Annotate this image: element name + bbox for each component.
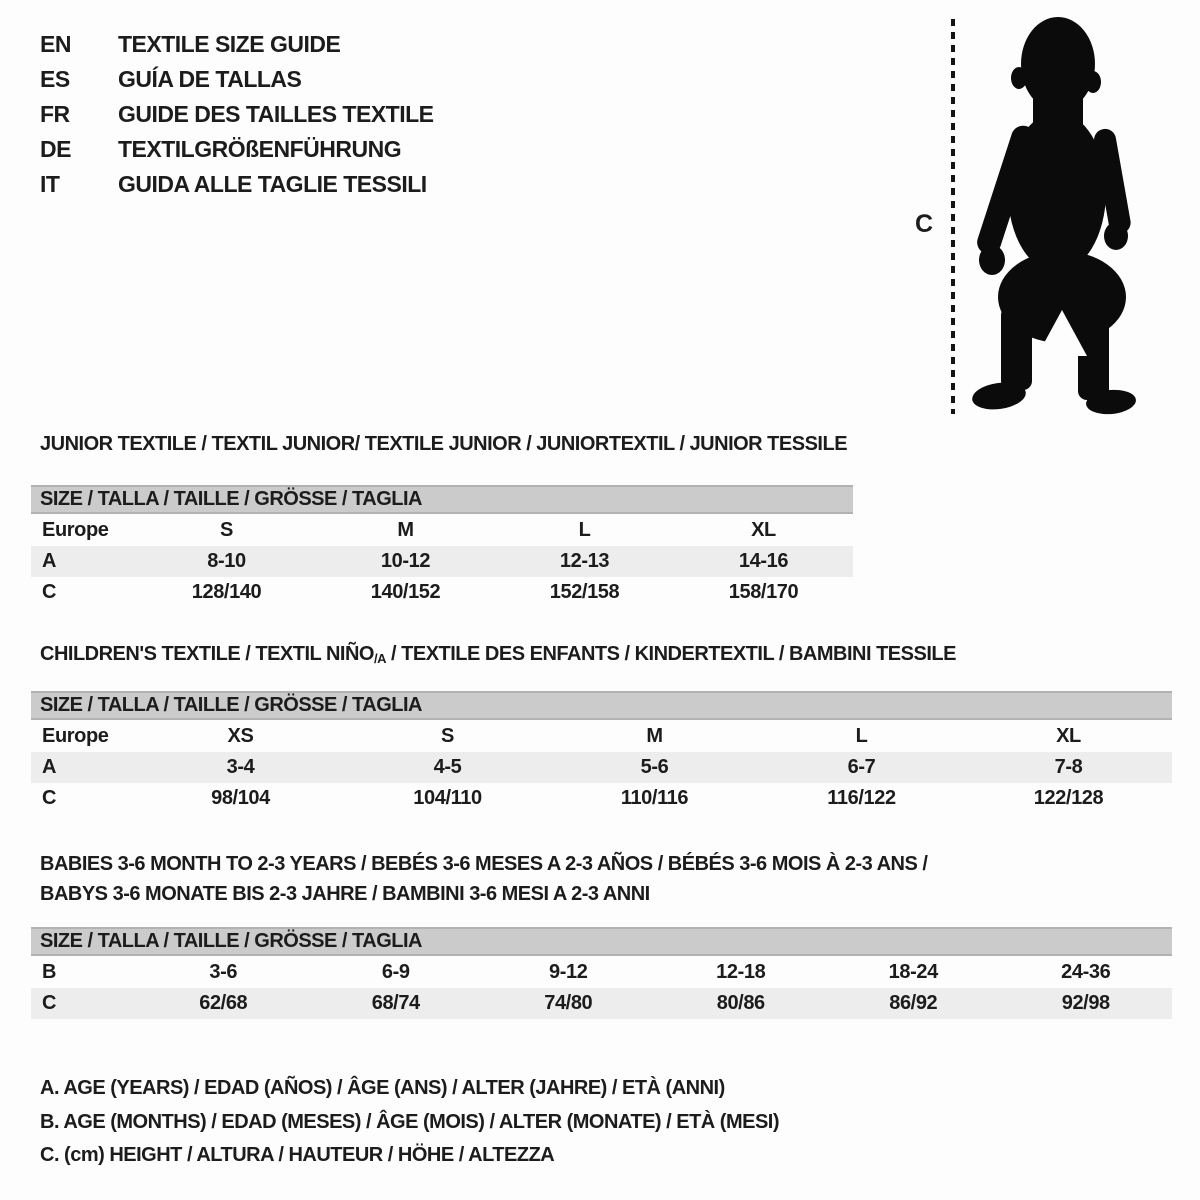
- size-cell: 5-6: [640, 756, 669, 778]
- size-cell: 62/68: [199, 992, 248, 1014]
- language-row-en: [40, 27, 434, 62]
- size-cell: 68/74: [371, 992, 420, 1014]
- size-cell: 8-10: [207, 550, 246, 572]
- table-row: [31, 515, 853, 546]
- language-label: TEXTILE SIZE GUIDE: [118, 31, 341, 57]
- footnotes-block: [40, 1072, 779, 1173]
- language-row-es: [40, 62, 434, 97]
- children-size-bar: SIZE / TALLA / TAILLE / GRÖSSE / TAGLIA: [31, 691, 1172, 720]
- language-code: FR: [40, 101, 70, 127]
- size-cell: 104/110: [413, 787, 482, 809]
- size-cell: 14-16: [738, 550, 789, 572]
- size-cell: 122/128: [1033, 787, 1104, 809]
- babies-title-line2: BABYS 3-6 MONATE BIS 2-3 JAHRE / BAMBINI 3-6 MESI A 2-3 ANNI: [40, 883, 650, 905]
- size-cell: 3-4: [226, 756, 255, 778]
- language-row-fr: [40, 97, 434, 132]
- column-header: S: [220, 519, 233, 541]
- language-code: DE: [40, 136, 71, 162]
- size-cell: 12-13: [559, 550, 610, 572]
- size-cell: 12-18: [716, 961, 766, 983]
- language-label: GUÍA DE TALLAS: [118, 66, 302, 92]
- table-row: [31, 752, 1172, 783]
- children-title-text: / TEXTILE DES ENFANTS / KINDERTEXTIL / BAMBINI TESSILE: [385, 643, 956, 665]
- row-label: C: [42, 581, 57, 603]
- measure-c-label: C: [915, 210, 934, 238]
- language-code: IT: [40, 171, 60, 197]
- babies-size-table: [31, 927, 1172, 1019]
- size-cell: 140/152: [370, 581, 441, 603]
- language-row-de: [40, 132, 434, 167]
- row-label: C: [42, 787, 57, 809]
- size-cell: 3-6: [209, 961, 238, 983]
- table-row: [31, 721, 1172, 752]
- column-header: L: [855, 725, 868, 747]
- size-cell: 24-36: [1061, 961, 1111, 983]
- size-cell: 98/104: [211, 787, 270, 809]
- size-cell: 6-9: [381, 961, 410, 983]
- column-header: XL: [1056, 725, 1081, 747]
- size-cell: 86/92: [889, 992, 938, 1014]
- size-cell: 7-8: [1054, 756, 1083, 778]
- size-cell: 74/80: [544, 992, 593, 1014]
- size-cell: 92/98: [1061, 992, 1110, 1014]
- table-row: [31, 957, 1172, 988]
- table-row: [31, 988, 1172, 1019]
- footnote-c: C. (cm) HEIGHT / ALTURA / HAUTEUR / HÖHE / ALTEZZA: [40, 1144, 555, 1166]
- row-label: Europe: [42, 725, 109, 747]
- size-cell: 18-24: [888, 961, 938, 983]
- row-label: B: [42, 961, 57, 983]
- table-row: [31, 546, 853, 577]
- babies-section-title: [40, 849, 927, 909]
- junior-size-bar: SIZE / TALLA / TAILLE / GRÖSSE / TAGLIA: [31, 485, 853, 514]
- language-code: ES: [40, 66, 70, 92]
- size-cell: 80/86: [716, 992, 765, 1014]
- junior-size-table: [31, 485, 853, 608]
- language-label: GUIDA ALLE TAGLIE TESSILI: [118, 171, 427, 197]
- children-title-sub: /A: [373, 651, 386, 666]
- column-header: L: [578, 519, 591, 541]
- language-label: GUIDE DES TAILLES TEXTILE: [118, 101, 434, 127]
- column-header: XS: [227, 725, 254, 747]
- children-section-title: [40, 643, 956, 666]
- table-row: [31, 577, 853, 608]
- babies-size-bar: SIZE / TALLA / TAILLE / GRÖSSE / TAGLIA: [31, 927, 1172, 956]
- table-row: [31, 783, 1172, 814]
- footnote-a: A. AGE (YEARS) / EDAD (AÑOS) / ÂGE (ANS) / ALTER (JAHRE) / ETÀ (ANNI): [40, 1077, 725, 1099]
- size-cell: 6-7: [847, 756, 876, 778]
- row-label: A: [42, 756, 57, 778]
- row-label: A: [42, 550, 57, 572]
- size-cell: 9-12: [549, 961, 588, 983]
- row-label: Europe: [42, 519, 109, 541]
- column-header: M: [397, 519, 414, 541]
- column-header: M: [646, 725, 663, 747]
- size-cell: 158/170: [728, 581, 799, 603]
- toddler-silhouette-icon: [902, 14, 1152, 418]
- language-list: [40, 27, 434, 202]
- children-title-text: CHILDREN'S TEXTILE / TEXTIL NIÑO: [40, 643, 374, 665]
- language-row-it: [40, 167, 434, 202]
- column-header: S: [441, 725, 454, 747]
- column-header: XL: [751, 519, 776, 541]
- size-cell: 152/158: [549, 581, 620, 603]
- language-label: TEXTILGRÖßENFÜHRUNG: [118, 136, 402, 162]
- size-cell: 10-12: [380, 550, 431, 572]
- children-size-table: [31, 691, 1172, 814]
- size-cell: 128/140: [191, 581, 262, 603]
- size-cell: 116/122: [827, 787, 896, 809]
- footnote-b: B. AGE (MONTHS) / EDAD (MESES) / ÂGE (MOIS) / ALTER (MONATE) / ETÀ (MESI): [40, 1110, 780, 1133]
- size-cell: 4-5: [433, 756, 462, 778]
- row-label: C: [42, 992, 57, 1014]
- babies-title-line1: BABIES 3-6 MONTH TO 2-3 YEARS / BEBÉS 3-6 MESES A 2-3 AÑOS / BÉBÉS 3-6 MOIS À 2-3 ANS /: [40, 853, 928, 875]
- size-cell: 110/116: [620, 787, 689, 809]
- junior-section-title: JUNIOR TEXTILE / TEXTIL JUNIOR/ TEXTILE JUNIOR / JUNIORTEXTIL / JUNIOR TESSILE: [40, 433, 848, 455]
- language-code: EN: [40, 31, 71, 57]
